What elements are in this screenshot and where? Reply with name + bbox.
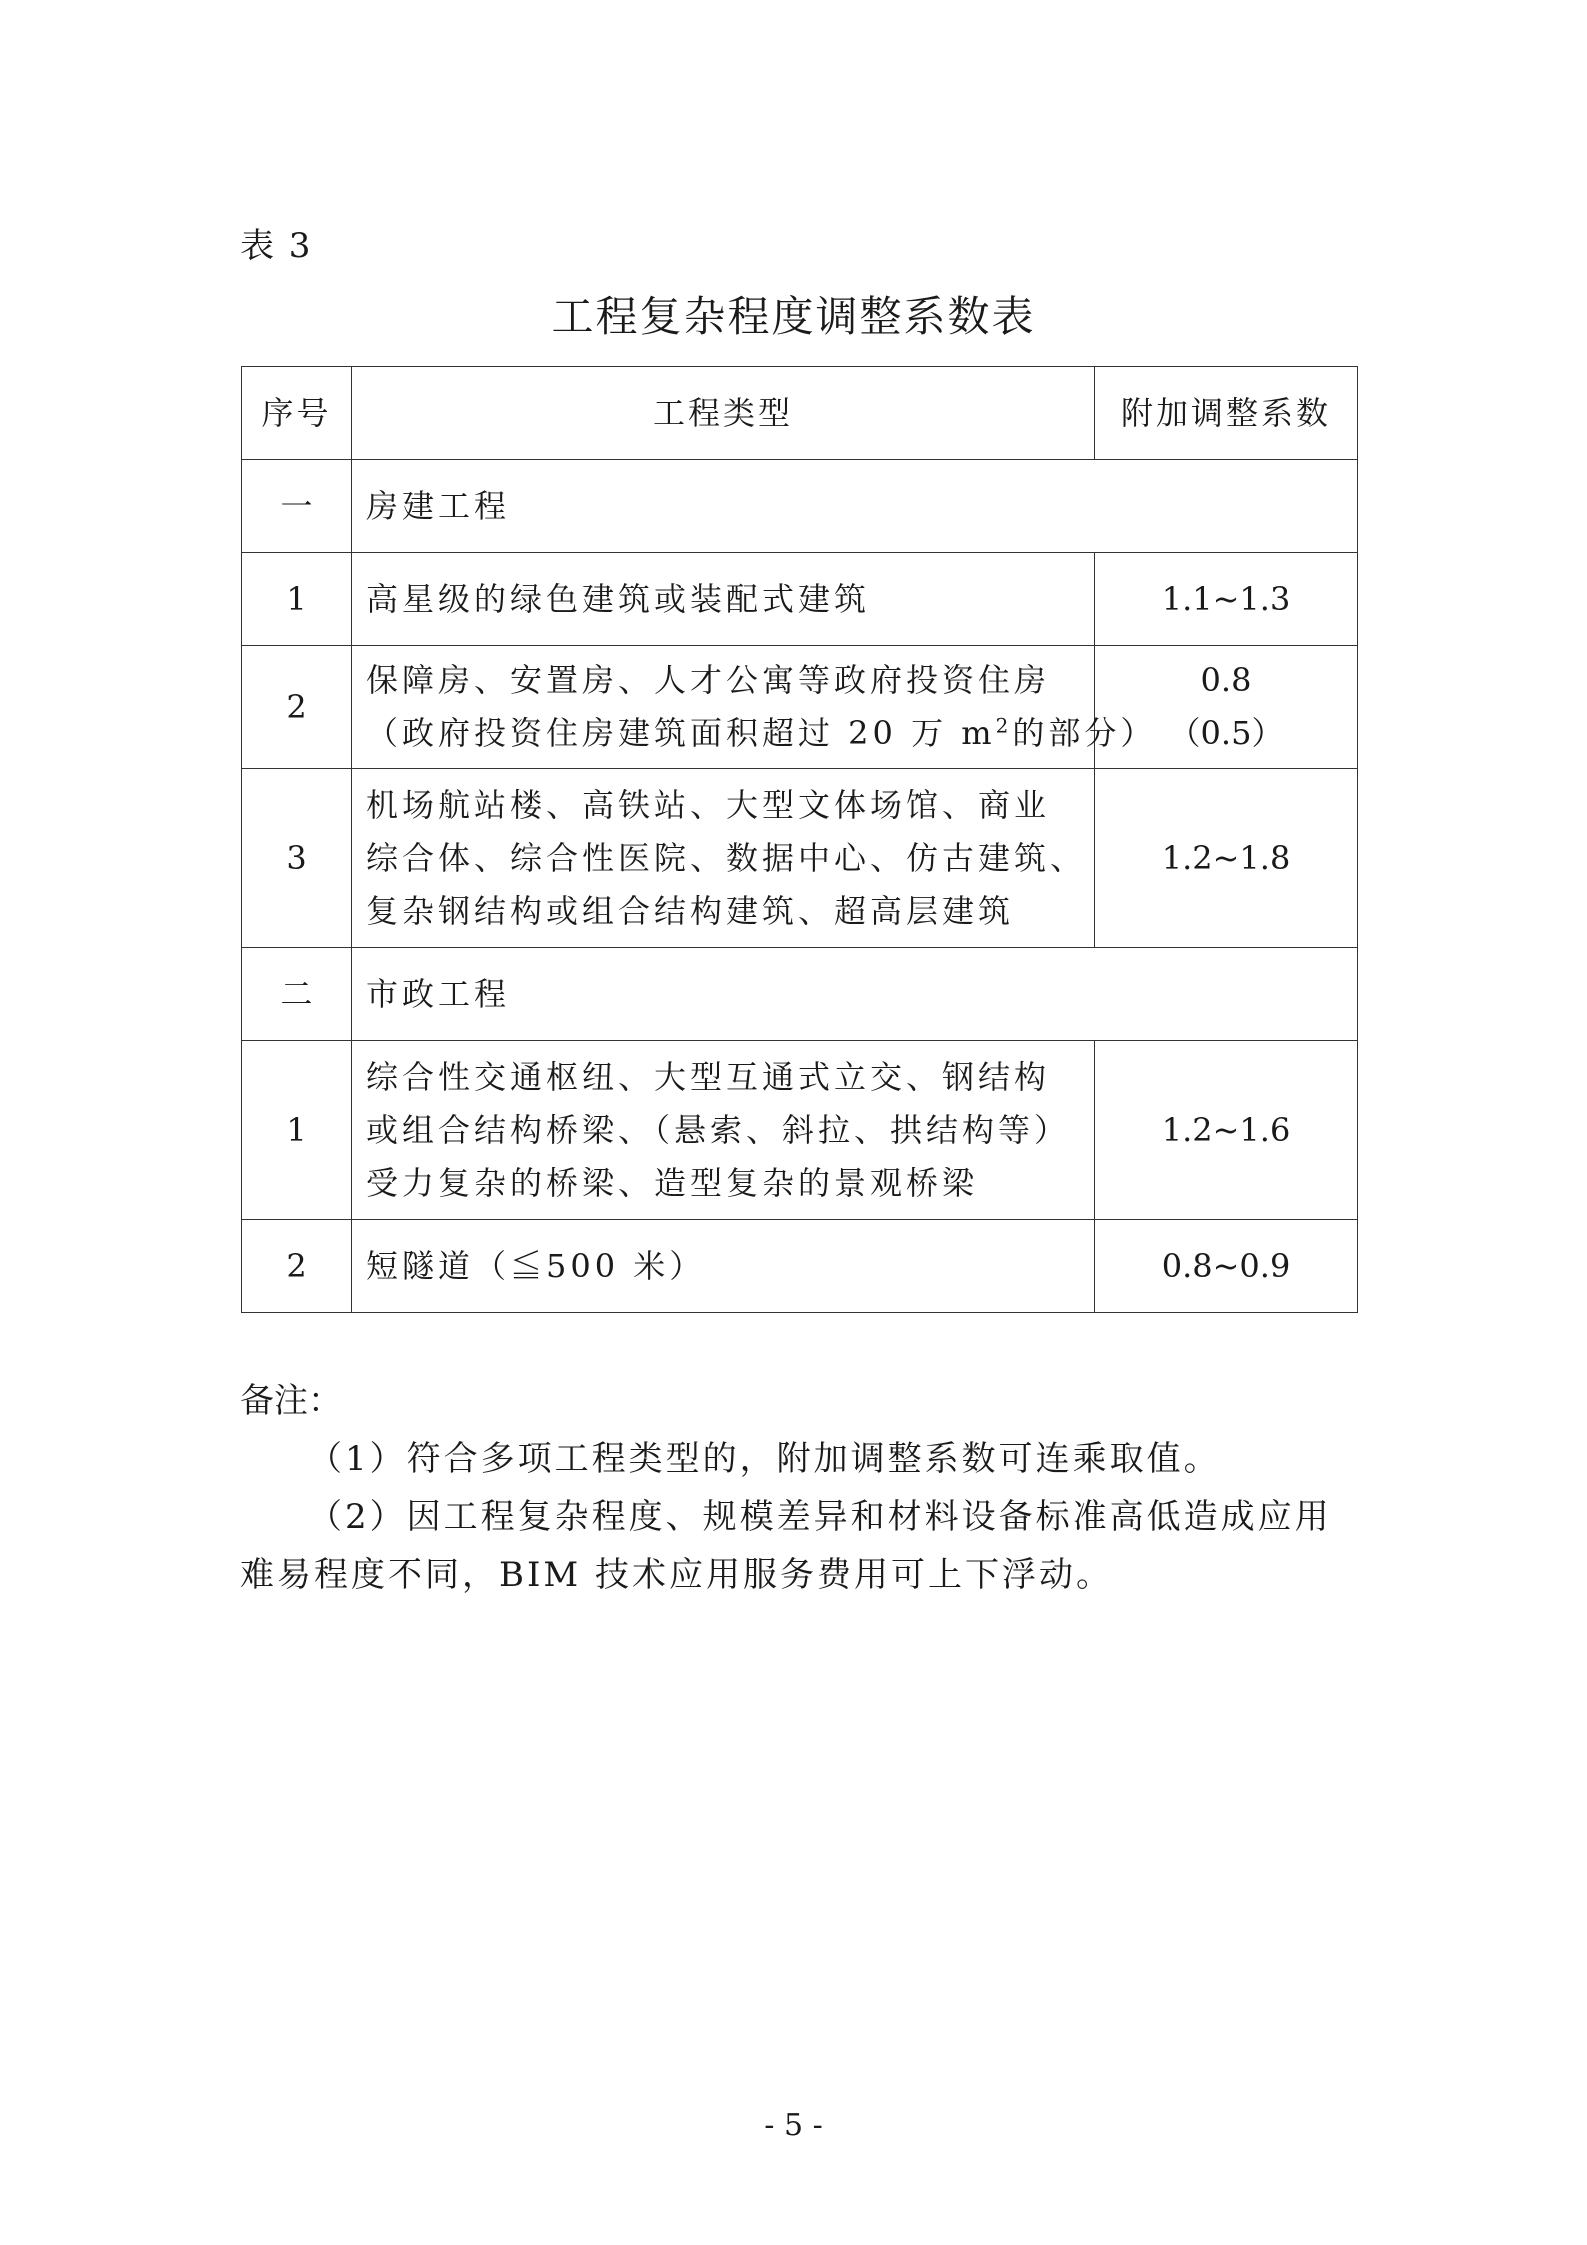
adjustment-coefficient-table xyxy=(241,366,1358,1313)
row-type-line: 综合体、综合性医院、数据中心、仿古建筑、 xyxy=(366,838,1087,877)
notes-heading: 备注： xyxy=(240,1381,342,1421)
row-coef xyxy=(1095,1041,1358,1220)
section-seq: 一 xyxy=(242,460,352,553)
table-title: 工程复杂程度调整系数表 xyxy=(551,292,1036,341)
table-label: 表 3 xyxy=(240,226,313,266)
note-item: （2）因工程复杂程度、规模差异和材料设备标准高低造成应用 xyxy=(308,1497,1332,1537)
section-title: 房建工程 xyxy=(352,460,1358,553)
row-type-line: 或组合结构桥梁、（悬索、斜拉、拱结构等） xyxy=(366,1110,1071,1149)
row-type-line: 高星级的绿色建筑或装配式建筑 xyxy=(366,579,871,618)
row-coef xyxy=(1095,553,1358,646)
row-type-line: 复杂钢结构或组合结构建筑、超高层建筑 xyxy=(366,891,1015,930)
row-type xyxy=(352,1220,1095,1313)
note-item-continuation: 难易程度不同，BIM 技术应用服务费用可上下浮动。 xyxy=(240,1555,1114,1595)
header-type: 工程类型 xyxy=(352,367,1095,460)
row-coef-line: 0.8 xyxy=(1200,661,1252,699)
row-coef xyxy=(1095,769,1358,948)
row-type xyxy=(352,1041,1095,1220)
page-number: - 5 - xyxy=(764,2108,823,2143)
notes xyxy=(240,1372,1360,1604)
row-type-line: 机场航站楼、高铁站、大型文体场馆、商业 xyxy=(366,785,1051,824)
row-type-line: 短隧道（≦500 米） xyxy=(366,1246,706,1285)
table-header-row xyxy=(242,367,1358,460)
section-row xyxy=(242,948,1358,1041)
header-coef: 附加调整系数 xyxy=(1095,367,1358,460)
row-seq: 1 xyxy=(242,553,352,646)
note-item: （1）符合多项工程类型的，附加调整系数可连乘取值。 xyxy=(308,1439,1221,1479)
row-type-line xyxy=(366,707,1157,760)
row-type-line: 受力复杂的桥梁、造型复杂的景观桥梁 xyxy=(366,1163,979,1202)
section-row xyxy=(242,460,1358,553)
table-row xyxy=(242,646,1358,769)
table-row xyxy=(242,1220,1358,1313)
row-seq: 2 xyxy=(242,1220,352,1313)
row-coef-line: 1.2~1.8 xyxy=(1161,838,1291,877)
row-coef xyxy=(1095,1220,1358,1313)
row-coef-line: 1.1~1.3 xyxy=(1161,579,1291,618)
row-seq: 3 xyxy=(242,769,352,948)
section-seq: 二 xyxy=(242,948,352,1041)
row-coef-line: 0.8~0.9 xyxy=(1161,1246,1291,1285)
row-type-line-text: 的部分） xyxy=(1012,714,1157,752)
table-row xyxy=(242,769,1358,948)
row-coef-line: （0.5） xyxy=(1168,714,1284,752)
row-seq: 1 xyxy=(242,1041,352,1220)
row-seq: 2 xyxy=(242,646,352,769)
row-type xyxy=(352,553,1095,646)
row-type-line: 保障房、安置房、人才公寓等政府投资住房 xyxy=(366,661,1051,699)
header-seq: 序号 xyxy=(242,367,352,460)
row-type-line-text: （政府投资住房建筑面积超过 20 万 m xyxy=(366,714,996,752)
table-row xyxy=(242,1041,1358,1220)
section-title: 市政工程 xyxy=(352,948,1358,1041)
row-type xyxy=(352,769,1095,948)
row-type xyxy=(352,646,1157,769)
superscript-2: 2 xyxy=(995,713,1013,738)
table-row xyxy=(242,553,1358,646)
row-type-line: 综合性交通枢纽、大型互通式立交、钢结构 xyxy=(366,1057,1051,1096)
row-coef-line: 1.2~1.6 xyxy=(1161,1110,1291,1149)
